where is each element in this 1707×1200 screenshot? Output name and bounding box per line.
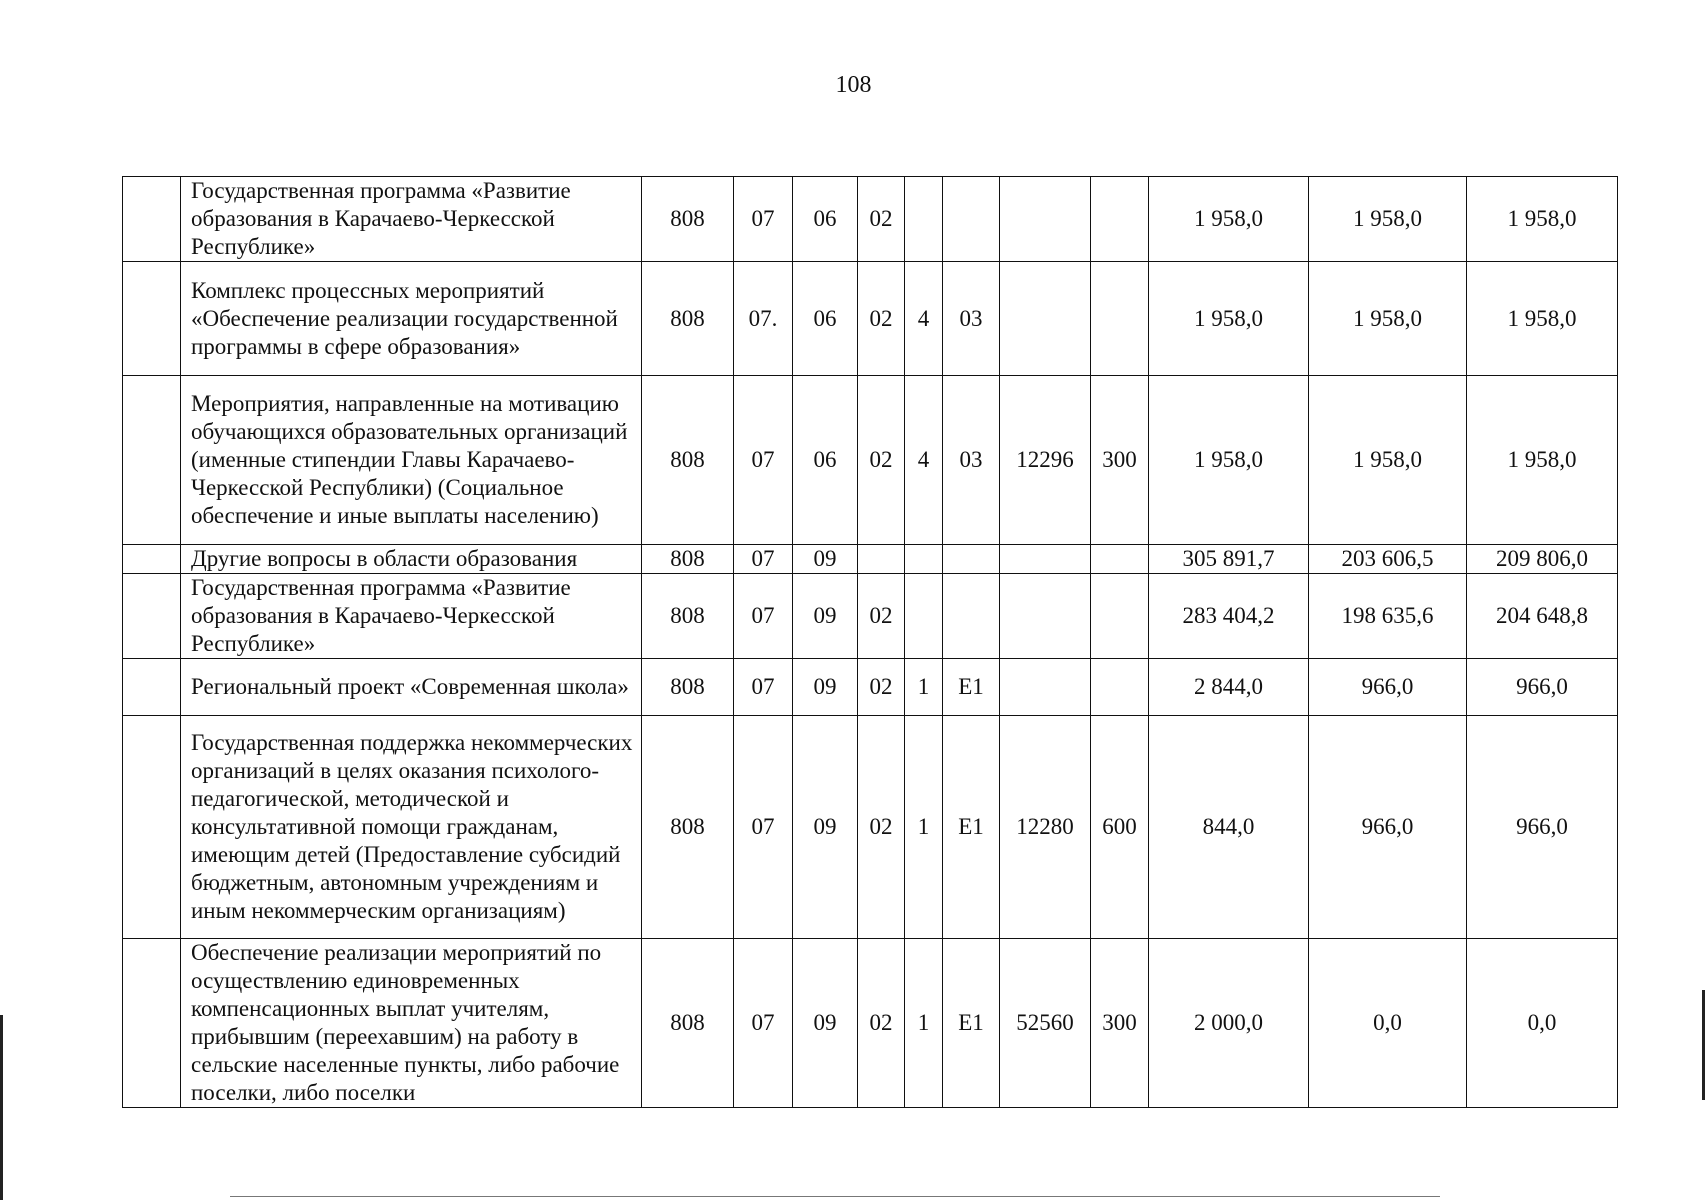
item-name: Государственная программа «Развитие образования в Карачаево-Черкесской Республике» xyxy=(181,574,642,659)
section-code: 07 xyxy=(734,177,793,262)
event-code xyxy=(943,545,1000,574)
section-code: 07 xyxy=(734,574,793,659)
section-code: 07. xyxy=(734,262,793,376)
event-code: E1 xyxy=(943,939,1000,1108)
sum-year2: 966,0 xyxy=(1309,716,1467,939)
ministry-code: 808 xyxy=(642,659,734,716)
expense-type-code xyxy=(1091,659,1149,716)
sum-year1: 1 958,0 xyxy=(1149,376,1309,545)
sum-year2: 1 958,0 xyxy=(1309,376,1467,545)
sum-year2: 198 635,6 xyxy=(1309,574,1467,659)
ministry-code: 808 xyxy=(642,716,734,939)
expense-type-code xyxy=(1091,545,1149,574)
direction-code xyxy=(1000,262,1091,376)
table-row xyxy=(123,545,1618,574)
event-code xyxy=(943,177,1000,262)
subsection-code: 09 xyxy=(793,545,858,574)
row-index xyxy=(123,939,181,1108)
event-code: E1 xyxy=(943,716,1000,939)
table-row xyxy=(123,939,1618,1108)
expense-type-code: 600 xyxy=(1091,716,1149,939)
section-code: 07 xyxy=(734,716,793,939)
expense-type-code xyxy=(1091,177,1149,262)
program-code: 02 xyxy=(858,177,905,262)
sum-year2: 0,0 xyxy=(1309,939,1467,1108)
sum-year2: 966,0 xyxy=(1309,659,1467,716)
subsection-code: 06 xyxy=(793,262,858,376)
subprogram-code xyxy=(905,545,943,574)
sum-year3: 209 806,0 xyxy=(1467,545,1618,574)
event-code: 03 xyxy=(943,262,1000,376)
scan-edge-mark-right xyxy=(1702,990,1705,1100)
sum-year3: 1 958,0 xyxy=(1467,177,1618,262)
section-code: 07 xyxy=(734,376,793,545)
direction-code xyxy=(1000,574,1091,659)
scan-bottom-line xyxy=(230,1196,1440,1197)
table-row xyxy=(123,574,1618,659)
sum-year1: 2 000,0 xyxy=(1149,939,1309,1108)
expense-type-code: 300 xyxy=(1091,376,1149,545)
sum-year1: 305 891,7 xyxy=(1149,545,1309,574)
item-name: Мероприятия, направленные на мотивацию обучающихся образовательных организаций (именные стипендии Главы Карачаево-Черкесской Республики) (Социальное обеспечение и иные выплаты населению) xyxy=(181,376,642,545)
sum-year1: 1 958,0 xyxy=(1149,262,1309,376)
sum-year1: 1 958,0 xyxy=(1149,177,1309,262)
scan-edge-mark-left xyxy=(0,1015,3,1200)
subsection-code: 09 xyxy=(793,659,858,716)
ministry-code: 808 xyxy=(642,262,734,376)
item-name: Комплекс процессных мероприятий «Обеспечение реализации государственной программы в сфере образования» xyxy=(181,262,642,376)
section-code: 07 xyxy=(734,545,793,574)
subprogram-code: 1 xyxy=(905,716,943,939)
sum-year2: 203 606,5 xyxy=(1309,545,1467,574)
sum-year3: 1 958,0 xyxy=(1467,262,1618,376)
program-code: 02 xyxy=(858,574,905,659)
sum-year3: 966,0 xyxy=(1467,716,1618,939)
program-code: 02 xyxy=(858,939,905,1108)
program-code: 02 xyxy=(858,376,905,545)
section-code: 07 xyxy=(734,939,793,1108)
sum-year2: 1 958,0 xyxy=(1309,262,1467,376)
section-code: 07 xyxy=(734,659,793,716)
subsection-code: 09 xyxy=(793,574,858,659)
item-name: Обеспечение реализации мероприятий по осуществлению единовременных компенсационных выплат учителям, прибывшим (переехавшим) на работу в сельские населенные пункты, либо рабочие поселки, либо поселки xyxy=(181,939,642,1108)
direction-code xyxy=(1000,545,1091,574)
item-name: Другие вопросы в области образования xyxy=(181,545,642,574)
sum-year3: 966,0 xyxy=(1467,659,1618,716)
direction-code xyxy=(1000,177,1091,262)
row-index xyxy=(123,659,181,716)
program-code xyxy=(858,545,905,574)
ministry-code: 808 xyxy=(642,574,734,659)
direction-code xyxy=(1000,659,1091,716)
table-row xyxy=(123,716,1618,939)
row-index xyxy=(123,262,181,376)
sum-year2: 1 958,0 xyxy=(1309,177,1467,262)
expense-type-code xyxy=(1091,574,1149,659)
subsection-code: 06 xyxy=(793,376,858,545)
sum-year1: 283 404,2 xyxy=(1149,574,1309,659)
ministry-code: 808 xyxy=(642,545,734,574)
sum-year3: 0,0 xyxy=(1467,939,1618,1108)
table-row xyxy=(123,659,1618,716)
subprogram-code: 4 xyxy=(905,262,943,376)
event-code xyxy=(943,574,1000,659)
row-index xyxy=(123,376,181,545)
subprogram-code: 1 xyxy=(905,939,943,1108)
sum-year1: 2 844,0 xyxy=(1149,659,1309,716)
table-row xyxy=(123,376,1618,545)
row-index xyxy=(123,716,181,939)
direction-code: 52560 xyxy=(1000,939,1091,1108)
sum-year1: 844,0 xyxy=(1149,716,1309,939)
subprogram-code: 1 xyxy=(905,659,943,716)
subsection-code: 06 xyxy=(793,177,858,262)
item-name: Государственная программа «Развитие образования в Карачаево-Черкесской Республике» xyxy=(181,177,642,262)
subprogram-code xyxy=(905,574,943,659)
event-code: E1 xyxy=(943,659,1000,716)
ministry-code: 808 xyxy=(642,177,734,262)
budget-table xyxy=(122,176,1618,1108)
subsection-code: 09 xyxy=(793,716,858,939)
direction-code: 12296 xyxy=(1000,376,1091,545)
table-row xyxy=(123,177,1618,262)
event-code: 03 xyxy=(943,376,1000,545)
program-code: 02 xyxy=(858,262,905,376)
sum-year3: 1 958,0 xyxy=(1467,376,1618,545)
subsection-code: 09 xyxy=(793,939,858,1108)
expense-type-code xyxy=(1091,262,1149,376)
row-index xyxy=(123,574,181,659)
page-number: 108 xyxy=(835,72,872,98)
expense-type-code: 300 xyxy=(1091,939,1149,1108)
subprogram-code: 4 xyxy=(905,376,943,545)
ministry-code: 808 xyxy=(642,939,734,1108)
program-code: 02 xyxy=(858,716,905,939)
subprogram-code xyxy=(905,177,943,262)
direction-code: 12280 xyxy=(1000,716,1091,939)
sum-year3: 204 648,8 xyxy=(1467,574,1618,659)
table-row xyxy=(123,262,1618,376)
item-name: Региональный проект «Современная школа» xyxy=(181,659,642,716)
row-index xyxy=(123,177,181,262)
row-index xyxy=(123,545,181,574)
ministry-code: 808 xyxy=(642,376,734,545)
program-code: 02 xyxy=(858,659,905,716)
item-name: Государственная поддержка некоммерческих организаций в целях оказания психолого-педагогической, методической и консультативной помощи гражданам, имеющим детей (Предоставление субсидий бюджетным, автономным учреждениям и иным некоммерческим организациям) xyxy=(181,716,642,939)
